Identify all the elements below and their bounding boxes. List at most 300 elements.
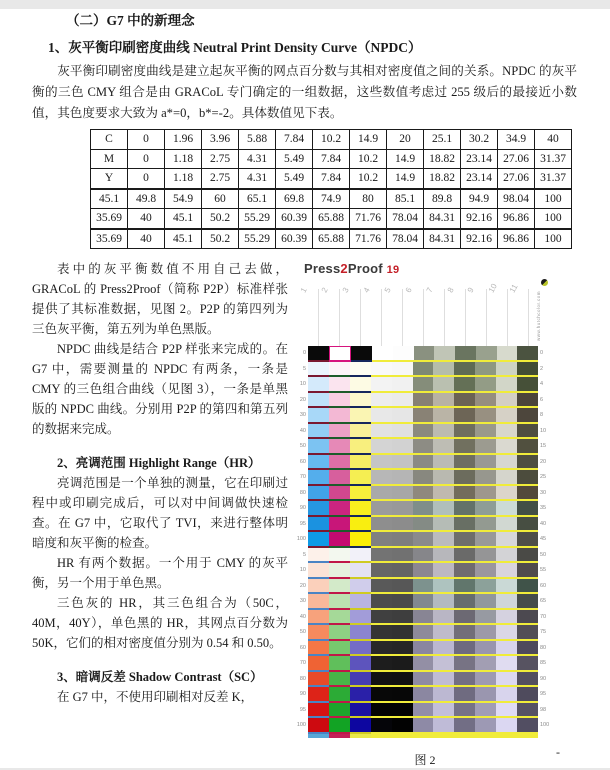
table-cell: 10.2 — [350, 169, 387, 189]
table-cell: 100 — [535, 209, 572, 229]
color-patch — [433, 656, 454, 672]
color-patch — [350, 377, 371, 393]
color-patch — [414, 346, 435, 362]
table-cell: 4.31 — [239, 169, 276, 189]
row-label-left: 10 — [299, 567, 306, 573]
color-patch — [371, 625, 392, 641]
table-cell: 23.14 — [461, 169, 498, 189]
intro-paragraph: 灰平衡印刷密度曲线是建立起灰平衡的网点百分数与其相对密度值之间的关系。NPDC 的灰平衡的三色 CMY 组合是由 GRACoL 专门确定的一组数据，这些数值考虑过 255 级后的最接近小数值，其色度要求大致为 a*=0，b*=-2。具体数值见下表。 — [32, 64, 577, 120]
table-cell: 78.04 — [387, 229, 424, 249]
color-patch — [454, 703, 475, 719]
color-patch — [433, 377, 454, 393]
table-cell: 7.84 — [313, 149, 350, 169]
row-label-left: 30 — [299, 598, 306, 604]
row-label-left: 70 — [299, 474, 306, 480]
color-patch — [413, 718, 434, 734]
row-label-right: 35 — [540, 505, 547, 511]
figure-column-number: 10 — [487, 282, 500, 295]
color-patch — [308, 625, 329, 641]
color-patch — [433, 672, 454, 688]
color-patch — [496, 641, 517, 657]
color-patch — [517, 703, 538, 719]
row-label-left: 90 — [299, 505, 306, 511]
color-patch — [350, 532, 371, 548]
row-label-left: 30 — [299, 412, 306, 418]
color-patch — [392, 393, 413, 409]
color-patch — [308, 362, 329, 378]
color-patch — [496, 362, 517, 378]
row-label-right: 98 — [540, 706, 547, 713]
color-patch — [496, 703, 517, 719]
figure-gridline — [486, 289, 487, 346]
color-patch — [350, 687, 371, 703]
color-patch — [413, 672, 434, 688]
row-label-right: 15 — [540, 443, 547, 449]
color-patch — [413, 470, 434, 486]
color-patch — [371, 377, 392, 393]
figure-gridline — [423, 289, 424, 346]
color-patch — [350, 594, 371, 610]
color-patch — [392, 501, 413, 517]
table-cell: 0 — [128, 149, 165, 169]
color-patch — [475, 408, 496, 424]
color-patch — [329, 470, 350, 486]
table-cell: 7.84 — [313, 169, 350, 189]
color-patch — [350, 470, 371, 486]
figure-row — [296, 548, 554, 564]
figure-gridline — [402, 289, 403, 346]
row-label-right: 8 — [540, 412, 544, 418]
figure-row — [296, 656, 554, 672]
figure-row — [296, 377, 554, 393]
color-patch — [496, 548, 517, 564]
row-label-right: 65 — [540, 598, 547, 604]
color-patch — [329, 424, 350, 440]
table-cell: 60.39 — [276, 229, 313, 249]
color-patch — [497, 346, 518, 362]
color-patch — [454, 470, 475, 486]
page-number-mark: - — [556, 745, 560, 759]
color-patch — [413, 424, 434, 440]
figure-row — [296, 393, 554, 409]
color-patch — [371, 610, 392, 626]
figure-row — [296, 579, 554, 595]
color-patch — [475, 625, 496, 641]
row-label-left: 80 — [299, 675, 306, 682]
table-cell: 50.2 — [202, 229, 239, 249]
row-label-right: 30 — [540, 489, 547, 496]
color-patch — [329, 486, 350, 502]
color-patch — [454, 501, 475, 517]
color-patch — [329, 703, 350, 719]
color-patch — [392, 718, 413, 734]
color-patch — [496, 532, 517, 548]
patch-strip — [308, 687, 538, 703]
table-cell: 71.76 — [350, 209, 387, 229]
color-patch — [433, 501, 454, 517]
color-patch — [392, 625, 413, 641]
color-patch — [329, 393, 350, 409]
paragraph-hr-2: HR 有两个数据。一个用于 CMY 的灰平衡，另一个用于单色黑。 — [32, 556, 288, 590]
color-patch — [413, 501, 434, 517]
color-patch — [308, 408, 329, 424]
row-label-right: 6 — [540, 396, 544, 403]
color-patch — [392, 548, 413, 564]
color-patch — [371, 563, 392, 579]
color-patch — [308, 424, 329, 440]
row-label-right: 55 — [540, 567, 547, 573]
color-patch — [496, 517, 517, 533]
table-cell: 20 — [387, 130, 424, 150]
table-cell: 14.9 — [387, 149, 424, 169]
patch-strip — [308, 501, 538, 517]
table-cell: 0 — [128, 130, 165, 150]
color-patch — [392, 579, 413, 595]
color-patch — [475, 579, 496, 595]
bottom-strip-segment — [371, 734, 392, 738]
color-patch — [517, 362, 538, 378]
patch-strip — [308, 455, 538, 471]
table-cell: 35.69 — [91, 209, 128, 229]
table-cell: 10.2 — [350, 149, 387, 169]
row-label-right: 10 — [540, 427, 547, 434]
color-patch — [496, 579, 517, 595]
figure-gridline — [318, 289, 319, 346]
table-cell: 65.88 — [313, 209, 350, 229]
bottom-strip-segment — [517, 734, 538, 738]
color-patch — [475, 470, 496, 486]
color-patch — [350, 439, 371, 455]
color-patch — [496, 656, 517, 672]
color-patch — [371, 393, 392, 409]
patch-strip — [308, 408, 538, 424]
table-cell: 96.86 — [498, 209, 535, 229]
color-patch — [454, 563, 475, 579]
color-patch — [329, 362, 350, 378]
color-patch — [475, 594, 496, 610]
figure-column-number: 4 — [361, 286, 372, 295]
color-patch — [496, 377, 517, 393]
color-patch — [454, 625, 475, 641]
color-patch — [413, 455, 434, 471]
row-label-right: 0 — [540, 350, 544, 356]
color-patch — [496, 672, 517, 688]
color-patch — [433, 408, 454, 424]
color-patch — [413, 532, 434, 548]
bottom-strip-segment — [433, 734, 454, 738]
table-cell: 65.1 — [239, 189, 276, 209]
color-patch — [308, 672, 329, 688]
color-patch — [413, 594, 434, 610]
color-patch — [329, 563, 350, 579]
color-patch — [308, 563, 329, 579]
figure-column-number: 8 — [445, 286, 456, 295]
table-cell: 84.31 — [424, 229, 461, 249]
color-patch — [371, 439, 392, 455]
table-cell: 4.31 — [239, 149, 276, 169]
table-cell: 69.8 — [276, 189, 313, 209]
patch-strip — [308, 346, 538, 362]
color-patch — [433, 718, 454, 734]
color-patch — [392, 687, 413, 703]
table-cell: 23.14 — [461, 149, 498, 169]
paragraph-npdc-curves: NPDC 曲线是结合 P2P 样张来完成的。在 G7 中，需要测量的 NPDC 有两条，一条是 CMY 的三色组合曲线（见图 3），一条是单黑版的 NPDC 曲线。分别用 P2P 的第四和第五列的数据来完成。 — [32, 342, 288, 436]
row-label-right: 25 — [540, 474, 547, 480]
color-patch — [308, 548, 329, 564]
color-patch — [517, 501, 538, 517]
color-patch — [329, 501, 350, 517]
color-patch — [454, 548, 475, 564]
color-patch — [308, 393, 329, 409]
table-cell: 2.75 — [202, 169, 239, 189]
figure-bottom-strip — [308, 734, 538, 738]
color-patch — [475, 563, 496, 579]
color-patch — [433, 625, 454, 641]
table-cell: C — [91, 130, 128, 150]
table-cell: 54.9 — [165, 189, 202, 209]
color-patch — [308, 455, 329, 471]
table-cell: 85.1 — [387, 189, 424, 209]
color-patch — [496, 563, 517, 579]
bottom-strip-segment — [329, 734, 350, 738]
row-label-left: 0 — [302, 350, 306, 356]
color-patch — [371, 424, 392, 440]
color-patch — [475, 377, 496, 393]
color-patch — [329, 455, 350, 471]
patch-strip — [308, 703, 538, 719]
color-patch — [413, 579, 434, 595]
table-cell: 96.86 — [498, 229, 535, 249]
color-patch — [371, 532, 392, 548]
color-patch — [475, 393, 496, 409]
color-patch — [392, 470, 413, 486]
figure-row — [296, 563, 554, 579]
table-cell: 74.9 — [313, 189, 350, 209]
color-patch — [517, 486, 538, 502]
color-patch — [517, 470, 538, 486]
row-label-right: 75 — [540, 629, 547, 635]
table-cell: 18.82 — [424, 169, 461, 189]
row-label-left: 50 — [299, 629, 306, 635]
bottom-strip-segment — [413, 734, 434, 738]
color-patch — [350, 641, 371, 657]
color-patch — [433, 439, 454, 455]
patch-strip — [308, 517, 538, 533]
figure-gridline — [507, 289, 508, 346]
color-patch — [350, 548, 371, 564]
table-cell: 35.69 — [91, 229, 128, 249]
figure-title — [304, 259, 554, 276]
table-cell: 89.8 — [424, 189, 461, 209]
color-patch — [454, 532, 475, 548]
color-patch — [454, 656, 475, 672]
table-cell: 25.1 — [424, 130, 461, 150]
color-patch — [308, 486, 329, 502]
figure-website-text: www.hutchcolor.com — [536, 291, 541, 342]
figure-gridline — [444, 289, 445, 346]
patch-strip — [308, 594, 538, 610]
figure-row — [296, 625, 554, 641]
color-patch — [392, 594, 413, 610]
color-patch — [371, 408, 392, 424]
color-patch — [413, 393, 434, 409]
table-cell: 1.18 — [165, 149, 202, 169]
color-patch — [413, 517, 434, 533]
color-patch — [392, 408, 413, 424]
color-patch — [475, 424, 496, 440]
color-patch — [329, 610, 350, 626]
paragraph-sc-1: 在 G7 中，不使用印刷相对反差 K， — [57, 690, 254, 704]
figure-row — [296, 455, 554, 471]
color-patch — [308, 501, 329, 517]
row-label-left: 40 — [299, 427, 306, 434]
color-patch — [433, 641, 454, 657]
color-patch — [475, 672, 496, 688]
color-patch — [454, 362, 475, 378]
figure-row — [296, 517, 554, 533]
color-patch — [392, 641, 413, 657]
color-patch — [517, 641, 538, 657]
color-patch — [517, 455, 538, 471]
color-patch — [350, 362, 371, 378]
color-patch — [454, 718, 475, 734]
color-patch — [329, 594, 350, 610]
patch-strip — [308, 579, 538, 595]
color-patch — [496, 486, 517, 502]
color-patch — [517, 408, 538, 424]
subsection-heading-npdc: 1、灰平衡印刷密度曲线 Neutral Print Density Curve（NPDC） — [48, 40, 422, 55]
table-cell: 55.29 — [239, 229, 276, 249]
color-patch — [350, 408, 371, 424]
color-patch — [475, 455, 496, 471]
patch-strip — [308, 486, 538, 502]
color-patch — [392, 656, 413, 672]
color-patch — [413, 641, 434, 657]
color-patch — [517, 625, 538, 641]
bottom-strip-segment — [350, 734, 371, 738]
figure-gridline — [381, 289, 382, 346]
color-patch — [350, 486, 371, 502]
row-label-left: 60 — [299, 644, 306, 651]
color-patch — [475, 439, 496, 455]
patch-strip — [308, 470, 538, 486]
color-patch — [454, 594, 475, 610]
table-cell: 50.2 — [202, 209, 239, 229]
color-patch — [433, 594, 454, 610]
table-cell: 94.9 — [461, 189, 498, 209]
color-patch — [496, 625, 517, 641]
color-patch — [496, 610, 517, 626]
table-row — [91, 189, 572, 209]
figure-patch-rows — [296, 346, 554, 734]
color-patch — [371, 579, 392, 595]
figure-row — [296, 641, 554, 657]
color-patch — [392, 439, 413, 455]
table-cell: 14.9 — [387, 169, 424, 189]
color-patch — [433, 393, 454, 409]
figure-column-number: 6 — [403, 286, 414, 295]
color-patch — [454, 610, 475, 626]
color-patch — [371, 672, 392, 688]
color-patch — [496, 470, 517, 486]
color-patch — [329, 439, 350, 455]
figure-gridline — [465, 289, 466, 346]
table-row — [91, 169, 572, 189]
color-patch — [517, 672, 538, 688]
color-patch — [329, 579, 350, 595]
color-patch — [329, 625, 350, 641]
color-patch — [329, 641, 350, 657]
figure-gridline — [339, 289, 340, 346]
table-cell: 30.2 — [461, 130, 498, 150]
bottom-strip-segment — [496, 734, 517, 738]
figure-row — [296, 486, 554, 502]
row-label-right: 95 — [540, 691, 547, 697]
color-patch — [308, 718, 329, 734]
color-patch — [350, 424, 371, 440]
color-patch — [517, 610, 538, 626]
table-cell: 92.16 — [461, 209, 498, 229]
color-patch — [393, 346, 414, 362]
color-patch — [371, 656, 392, 672]
color-patch — [308, 610, 329, 626]
color-patch — [433, 470, 454, 486]
color-patch — [329, 532, 350, 548]
figure-column-number: 5 — [382, 286, 393, 295]
figure-row — [296, 470, 554, 486]
row-label-right: 45 — [540, 536, 547, 542]
table-cell: 5.88 — [239, 130, 276, 150]
color-patch — [496, 455, 517, 471]
table-cell: 27.06 — [498, 149, 535, 169]
color-patch — [433, 532, 454, 548]
figure-row — [296, 532, 554, 548]
color-patch — [454, 486, 475, 502]
table-cell: 14.9 — [350, 130, 387, 150]
row-label-right: 40 — [540, 520, 547, 527]
npdc-table-body — [91, 130, 572, 249]
color-patch — [392, 455, 413, 471]
color-patch — [329, 517, 350, 533]
color-patch — [517, 579, 538, 595]
color-patch — [413, 377, 434, 393]
figure-row — [296, 346, 554, 362]
color-patch — [392, 703, 413, 719]
npdc-table — [90, 129, 572, 249]
color-patch — [454, 455, 475, 471]
row-label-left: 50 — [299, 443, 306, 449]
table-cell: 1.18 — [165, 169, 202, 189]
color-patch — [454, 439, 475, 455]
patch-strip — [308, 625, 538, 641]
color-patch — [476, 346, 497, 362]
color-patch — [475, 362, 496, 378]
color-patch — [433, 486, 454, 502]
patch-strip — [308, 439, 538, 455]
color-patch — [433, 703, 454, 719]
color-patch — [433, 455, 454, 471]
color-patch — [371, 687, 392, 703]
patch-strip — [308, 563, 538, 579]
color-patch — [434, 346, 455, 362]
table-cell: 5.49 — [276, 169, 313, 189]
row-label-left: 95 — [299, 706, 306, 713]
color-patch — [308, 377, 329, 393]
color-patch — [433, 424, 454, 440]
row-label-left: 95 — [299, 520, 306, 527]
table-cell: 5.49 — [276, 149, 313, 169]
color-patch — [517, 346, 538, 362]
